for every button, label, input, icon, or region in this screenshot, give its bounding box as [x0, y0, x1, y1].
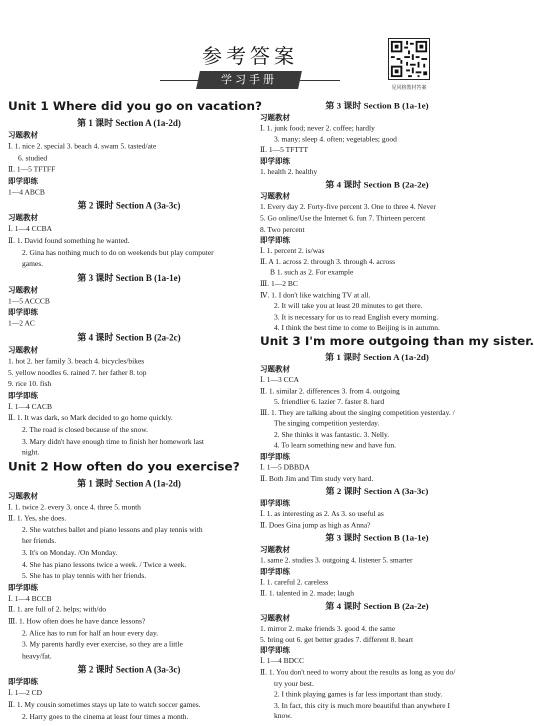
answer-line: Ⅱ. 1. You don't need to worry about the results as long as you do/: [260, 667, 456, 677]
answers-column-right: [260, 98, 534, 722]
exercise-tag: 习题教材: [260, 113, 290, 122]
answer-line: games.: [22, 259, 44, 269]
answer-line: Ⅰ. 1. percent 2. is/was: [260, 246, 325, 255]
answer-line: 1. Every day 2. Forty-five percent 3. One to three 4. Never: [260, 202, 436, 212]
answer-line: 1—2 AC: [8, 318, 35, 328]
answer-line: heavy/fat.: [22, 651, 52, 661]
answer-line: Ⅰ. 1—4 BCCB: [8, 593, 52, 603]
answer-line: Ⅰ. 1. junk food; never 2. coffee; hardly: [260, 123, 375, 133]
answer-line: 4. To learn something new and have fun.: [274, 441, 397, 450]
lesson-heading: 第 4 课时 Section B (2a-2e): [325, 601, 429, 612]
exercise-tag: 即学即练: [8, 390, 38, 400]
exercise-tag: 即学即练: [260, 499, 290, 508]
answer-line: Ⅱ. 1. My cousin sometimes stays up late to watch soccer games.: [8, 700, 201, 710]
answer-line: B 1. such as 2. For example: [270, 268, 354, 277]
page-title: 参考答案: [202, 44, 298, 68]
answer-line: Ⅲ. 1. How often does he have dance lessons?: [8, 616, 146, 626]
answer-line: 3. many; sleep 4. often; vegetables; good: [274, 134, 397, 144]
answer-line: her friends.: [22, 536, 57, 546]
answer-line: Ⅰ. 1—4 CCBA: [8, 224, 53, 234]
qr-code-icon: [388, 38, 430, 80]
exercise-tag: 即学即练: [260, 567, 290, 576]
answer-line: Ⅲ. 1—2 BC: [260, 279, 298, 288]
answer-line: Ⅱ. 1. It was dark, so Mark decided to go home quickly.: [8, 413, 173, 423]
answer-line: 1. mirror 2. make friends 3. good 4. the same: [260, 624, 396, 633]
answer-line: 5. yellow noodles 6. rained 7. her father 8. top: [8, 367, 147, 377]
answer-line: 4. She has piano lessons twice a week. / Twice a week.: [22, 559, 187, 569]
answer-line: know.: [274, 711, 293, 721]
answer-line: 3. It is necessary for us to read English every morning.: [274, 312, 439, 321]
answer-line: 2. Alice has to run for half an hour every day.: [22, 628, 159, 638]
answer-line: try your best.: [274, 678, 314, 688]
answer-line: Ⅱ. 1. David found something he wanted.: [8, 236, 130, 246]
exercise-tag: 习题教材: [260, 613, 290, 623]
answer-line: night.: [22, 447, 40, 457]
answer-line: Ⅱ. 1. similar 2. differences 3. from 4. outgoing: [260, 386, 400, 395]
answer-line: Ⅲ. 1. They are talking about the singing competition yesterday. /: [260, 408, 455, 417]
answer-line: Ⅱ. 1—5 TFTFF: [8, 164, 56, 174]
answer-line: 1. health 2. healthy: [260, 167, 318, 176]
answer-line: Ⅰ. 1. twice 2. every 3. once 4. three 5. month: [8, 502, 141, 512]
answer-line: 9. rice 10. fish: [8, 379, 52, 389]
exercise-tag: 即学即练: [8, 307, 38, 317]
exercise-tag: 即学即练: [260, 452, 290, 461]
answer-line: Ⅳ. 1. I don't like watching TV at all.: [260, 290, 371, 299]
answers-column-left: [8, 98, 262, 722]
answer-line: 3. My parents hardly ever exercise, so they are a little: [22, 639, 183, 649]
answer-line: Ⅱ. Both Jim and Tim study very hard.: [260, 473, 374, 483]
answer-line: 3. It's on Monday. /On Monday.: [22, 548, 118, 558]
answer-line: 2. The road is closed because of the snow.: [22, 424, 149, 434]
answer-line: 1. same 2. studies 3. outgoing 4. listener 5. smarter: [260, 556, 413, 565]
exercise-tag: 习题教材: [8, 213, 38, 223]
answer-line: 2. She thinks it was fantastic. 3. Nelly.: [274, 430, 390, 439]
answer-line: 5. She has to play tennis with her friends.: [22, 571, 147, 581]
unit-heading: Unit 2 How often do you exercise?: [8, 459, 240, 474]
lesson-heading: 第 3 课时 Section B (1a-1e): [77, 272, 181, 283]
lesson-heading: 第 4 课时 Section B (2a-2c): [77, 332, 181, 343]
answer-line: 3. Mary didn't have enough time to finish her homework last: [22, 436, 204, 446]
exercise-tag: 即学即练: [8, 582, 38, 592]
lesson-heading: 第 1 课时 Section A (1a-2d): [77, 478, 181, 489]
exercise-tag: 即学即练: [260, 235, 290, 245]
lesson-heading: 第 1 课时 Section A (1a-2d): [325, 352, 429, 362]
answer-line: Ⅰ. 1—2 CD: [8, 688, 43, 698]
exercise-tag: 习题教材: [260, 545, 290, 555]
answer-line: Ⅰ. 1. as interesting as 2. As 3. so useful as: [260, 509, 384, 519]
answer-line: Ⅰ. 1—4 BDCC: [260, 656, 305, 666]
lesson-heading: 第 4 课时 Section B (2a-2e): [325, 180, 429, 190]
answer-line: Ⅱ. 1. Yes, she does.: [8, 513, 67, 523]
lesson-heading: 第 1 课时 Section A (1a-2d): [77, 117, 181, 128]
exercise-tag: 习题教材: [8, 491, 38, 501]
lesson-heading: 第 3 课时 Section B (1a-1e): [325, 533, 429, 543]
answer-line: Ⅰ. 1. nice 2. special 3. beach 4. swam 5. tasted/ate: [8, 141, 157, 151]
answer-line: 6. studied: [18, 153, 48, 163]
answer-line: 3. In fact, this city is much more beautiful than anywhere I: [274, 700, 450, 710]
exercise-tag: 即学即练: [260, 646, 290, 655]
answer-line: Ⅱ. A 1. across 2. through 3. through 4. across: [260, 257, 396, 266]
answer-line: 1—5 ACCCB: [8, 296, 50, 306]
answer-line: Ⅰ. 1—4 CACB: [8, 401, 53, 411]
ribbon-rule-right: [300, 80, 340, 81]
section-ribbon: [196, 71, 302, 89]
exercise-tag: 习题教材: [260, 364, 290, 374]
answer-line: 2. Harry goes to the cinema at least four times a month.: [22, 711, 189, 721]
answer-line: 5. friendlier 6. lazier 7. faster 8. hard: [274, 397, 385, 406]
exercise-tag: 即学即练: [8, 176, 38, 186]
answer-line: Ⅰ. 1—3 CCA: [260, 375, 300, 384]
lesson-heading: 第 3 课时 Section B (1a-1e): [325, 100, 429, 111]
page-header: [0, 0, 500, 108]
qr-caption: 见风格教材答案: [391, 85, 427, 91]
exercise-tag: 即学即练: [260, 156, 290, 166]
answer-line: 1. hot 2. her family 3. beach 4. bicycles/bikes: [8, 356, 145, 366]
answer-line: 5. bring out 6. get better grades 7. different 8. heart: [260, 635, 414, 644]
answer-line: 4. I think the best time to come to Beijing is in autumn.: [274, 323, 440, 332]
answer-line: Ⅰ. 1—5 DBBDA: [260, 462, 310, 472]
lesson-heading: 第 2 课时 Section A (3a-3c): [77, 200, 181, 211]
exercise-tag: 即学即练: [8, 677, 38, 687]
answer-line: Ⅱ. 1. talented in 2. made; laugh: [260, 588, 355, 598]
exercise-tag: 习题教材: [8, 130, 38, 140]
unit-heading: Unit 3 I'm more outgoing than my sister.: [260, 334, 534, 348]
answer-line: 8. Two percent: [260, 224, 305, 234]
answer-line: 2. Gina has nothing much to do on weekends but play computer: [22, 247, 214, 257]
answer-line: Ⅰ. 1. careful 2. careless: [260, 577, 329, 587]
ribbon-rule-left: [160, 80, 198, 81]
exercise-tag: 习题教材: [8, 285, 38, 295]
lesson-heading: 第 2 课时 Section A (3a-3c): [325, 486, 429, 497]
lesson-heading: 第 2 课时 Section A (3a-3c): [77, 664, 181, 675]
answer-line: 5. Go online/Use the Internet 6. fun 7. Thirteen percent: [260, 213, 426, 223]
answer-line: Ⅱ. Does Gina jump as high as Anna?: [260, 520, 371, 530]
ribbon-label: 学习手册: [221, 73, 277, 86]
answer-line: 2. I think playing games is far less important than study.: [274, 689, 443, 699]
answer-line: The singing competition yesterday.: [274, 419, 380, 428]
unit-heading: Unit 1 Where did you go on vacation?: [8, 98, 262, 113]
exercise-tag: 习题教材: [260, 192, 290, 201]
answer-line: Ⅱ. 1—5 TFTTT: [260, 145, 309, 155]
answer-line: 2. She watches ballet and piano lessons and play tennis with: [22, 525, 203, 535]
answer-line: Ⅱ. 1. are full of 2. helps; with/do: [8, 605, 106, 615]
exercise-tag: 习题教材: [8, 345, 38, 355]
answer-line: 2. It will take you at least 20 minutes to get there.: [274, 301, 423, 310]
answer-line: 1—4 ABCB: [8, 187, 45, 197]
